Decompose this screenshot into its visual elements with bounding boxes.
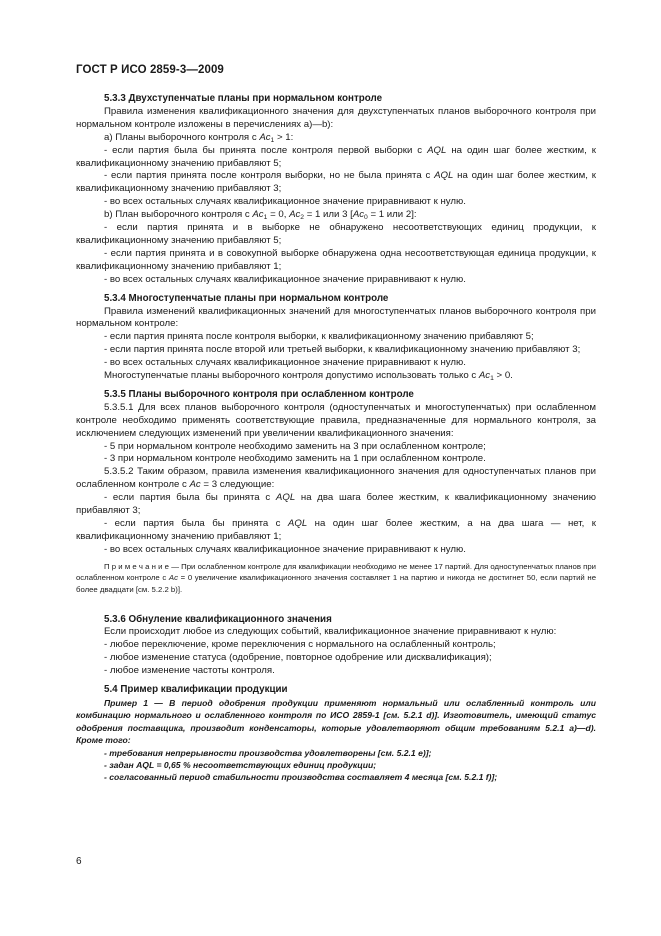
clause-5-3-5-1: 5.3.5.1 Для всех планов выборочного контроля (одноступенчатых и многоступенчатых) при ослабленном контроле необходимо применять соответствующие правила, предназначенные для нормального контроля, за исключением следующих изменений при увеличении квалификационного значения: xyxy=(76,401,596,439)
item-a-rule-1: - если партия была бы принята после контроля первой выборки с AQL на один шаг более жестким, к квалификационному значению прибавляют 5; xyxy=(76,144,596,169)
section-5-4-heading: 5.4 Пример квалификации продукции xyxy=(104,684,288,696)
section-5-3-4-intro: Правила изменений квалификационных значений для многоступенчатых планов выборочного контроля при нормальном контроле: xyxy=(76,305,596,330)
clause-5-3-5-1-item-1: - 5 при нормальном контроле необходимо заменить на 3 при ослабленном контроле; xyxy=(104,440,486,452)
item-b-rule-3: - во всех остальных случаях квалификационное значение приравнивают к нулю. xyxy=(104,273,466,285)
clause-5-3-5-2-item-1: - если партия была бы принята с AQL на два шага более жестким, к квалификационному значению прибавляют 3; xyxy=(76,492,596,517)
section-5-3-6-intro: Если происходит любое из следующих событий, квалификационное значение приравнивают к нулю: xyxy=(104,626,557,638)
item-a-heading: а) Планы выборочного контроля с $Ac_1 > 1$: xyxy=(104,131,294,144)
item-b-rule-2: - если партия принята и в совокупной выборке обнаружена одна несоответствующая единица продукции, к квалификационному значению прибавляют 1; xyxy=(76,247,596,272)
example-1-item-1: - требования непрерывности производства удовлетворены [см. 5.2.1 e)]; xyxy=(104,747,432,758)
section-5-3-5-heading: 5.3.5 Планы выборочного контроля при ослабленном контроле xyxy=(104,388,414,400)
standard-header: ГОСТ Р ИСО 2859-3—2009 xyxy=(76,64,224,76)
item-b-rule-1: - если партия принята и в выборке не обнаружено несоответствующих единиц продукции, к квалификационному значению прибавляют 5; xyxy=(76,222,596,246)
section-5-3-6-heading: 5.3.6 Обнуление квалификационного значения xyxy=(104,613,332,625)
section-5-3-3-intro: Правила изменения квалификационного значения для двухступенчатых планов выборочного контроля при нормальном контроле изложены в перечислениях а)—b): xyxy=(76,105,596,130)
section-5-3-4-rule-2: - если партия принята после второй или третьей выборки, к квалификационному значению прибавляют 3; xyxy=(104,344,581,356)
section-5-3-6-item-3: - любое изменение частоты контроля. xyxy=(104,665,275,677)
example-1-text: Пример 1 — В период одобрения продукции применяют нормальный или ослабленный контроль или комбинацию нормального и ослабленного контроля по ИСО 2859-1 [см. 5.2.1 d)]. Изготовитель, имеющий статус одобрения поставщика, производит конденсаторы, которые удовлетворяют общим требованиям 5.2.1 a)—d). Кроме того: xyxy=(76,697,596,746)
page-number: 6 xyxy=(76,856,82,867)
section-5-3-5-note: П р и м е ч а н и е — При ослабленном контроле для квалификации необходимо не менее 17 партий. Для одноступенчатых планов при ослабленном контроле с Ac = 0 увеличение квалификационного значения составляет 1 на партию и никогда не достигнет 50, если партий не более двадцати [см. 5.2.2 b)]. xyxy=(76,561,597,594)
page-body xyxy=(76,93,596,784)
section-5-3-4-heading: 5.3.4 Многоступенчатые планы при нормальном контроле xyxy=(104,292,389,304)
section-5-3-6-item-1: - любое переключение, кроме переключения с нормального на ослабленный контроль; xyxy=(104,639,496,651)
clause-5-3-5-2-item-2: - если партия была бы принята с AQL на один шаг более жестким, а на два шага — нет, к квалификационному значению прибавляют 1; xyxy=(76,518,596,542)
item-b-heading: b) План выборочного контроля с $Ac_1 = 0$, $Ac_2 = 1$ или 3 [$Ac_0 = 1$ или 2]: xyxy=(104,209,417,222)
clause-5-3-5-1-item-2: - 3 при нормальном контроле необходимо заменить на 1 при ослабленном контроле. xyxy=(104,453,486,465)
item-a-rule-3: - во всех остальных случаях квалификационное значение приравнивают к нулю. xyxy=(104,196,466,208)
example-1-item-2: - задан AQL = 0,65 % несоответствующих единиц продукции; xyxy=(104,759,377,770)
example-1-item-3: - согласованный период стабильности производства составляет 4 месяца [см. 5.2.1 f)]; xyxy=(104,772,498,783)
item-a-rule-2: - если партия принята после контроля выборки, но не была принята с AQL на один шаг более жестким, к квалификационному значению прибавляют 3; xyxy=(76,170,596,195)
section-5-3-4-note: Многоступенчатые планы выборочного контроля допустимо использовать только с $Ac_1 > 0$. xyxy=(104,370,513,383)
section-5-3-4-rule-3: - во всех остальных случаях квалификационное значение приравнивают к нулю. xyxy=(104,357,466,369)
section-5-3-4-rule-1: - если партия принята после контроля выборки, к квалификационному значению прибавляют 5; xyxy=(104,331,534,343)
section-gap xyxy=(76,596,596,608)
clause-5-3-5-2: 5.3.5.2 Таким образом, правила изменения квалификационного значения для одноступенчатых планов при ослабленном контроле с Ac = 3 следующие: xyxy=(76,466,596,491)
clause-5-3-5-2-item-3: - во всех остальных случаях квалификационное значение приравнивают к нулю. xyxy=(104,543,466,555)
section-5-3-6-item-2: - любое изменение статуса (одобрение, повторное одобрение или дисквалификация); xyxy=(104,652,492,664)
section-5-3-3-heading: 5.3.3 Двухступенчатые планы при нормальном контроле xyxy=(104,93,383,104)
